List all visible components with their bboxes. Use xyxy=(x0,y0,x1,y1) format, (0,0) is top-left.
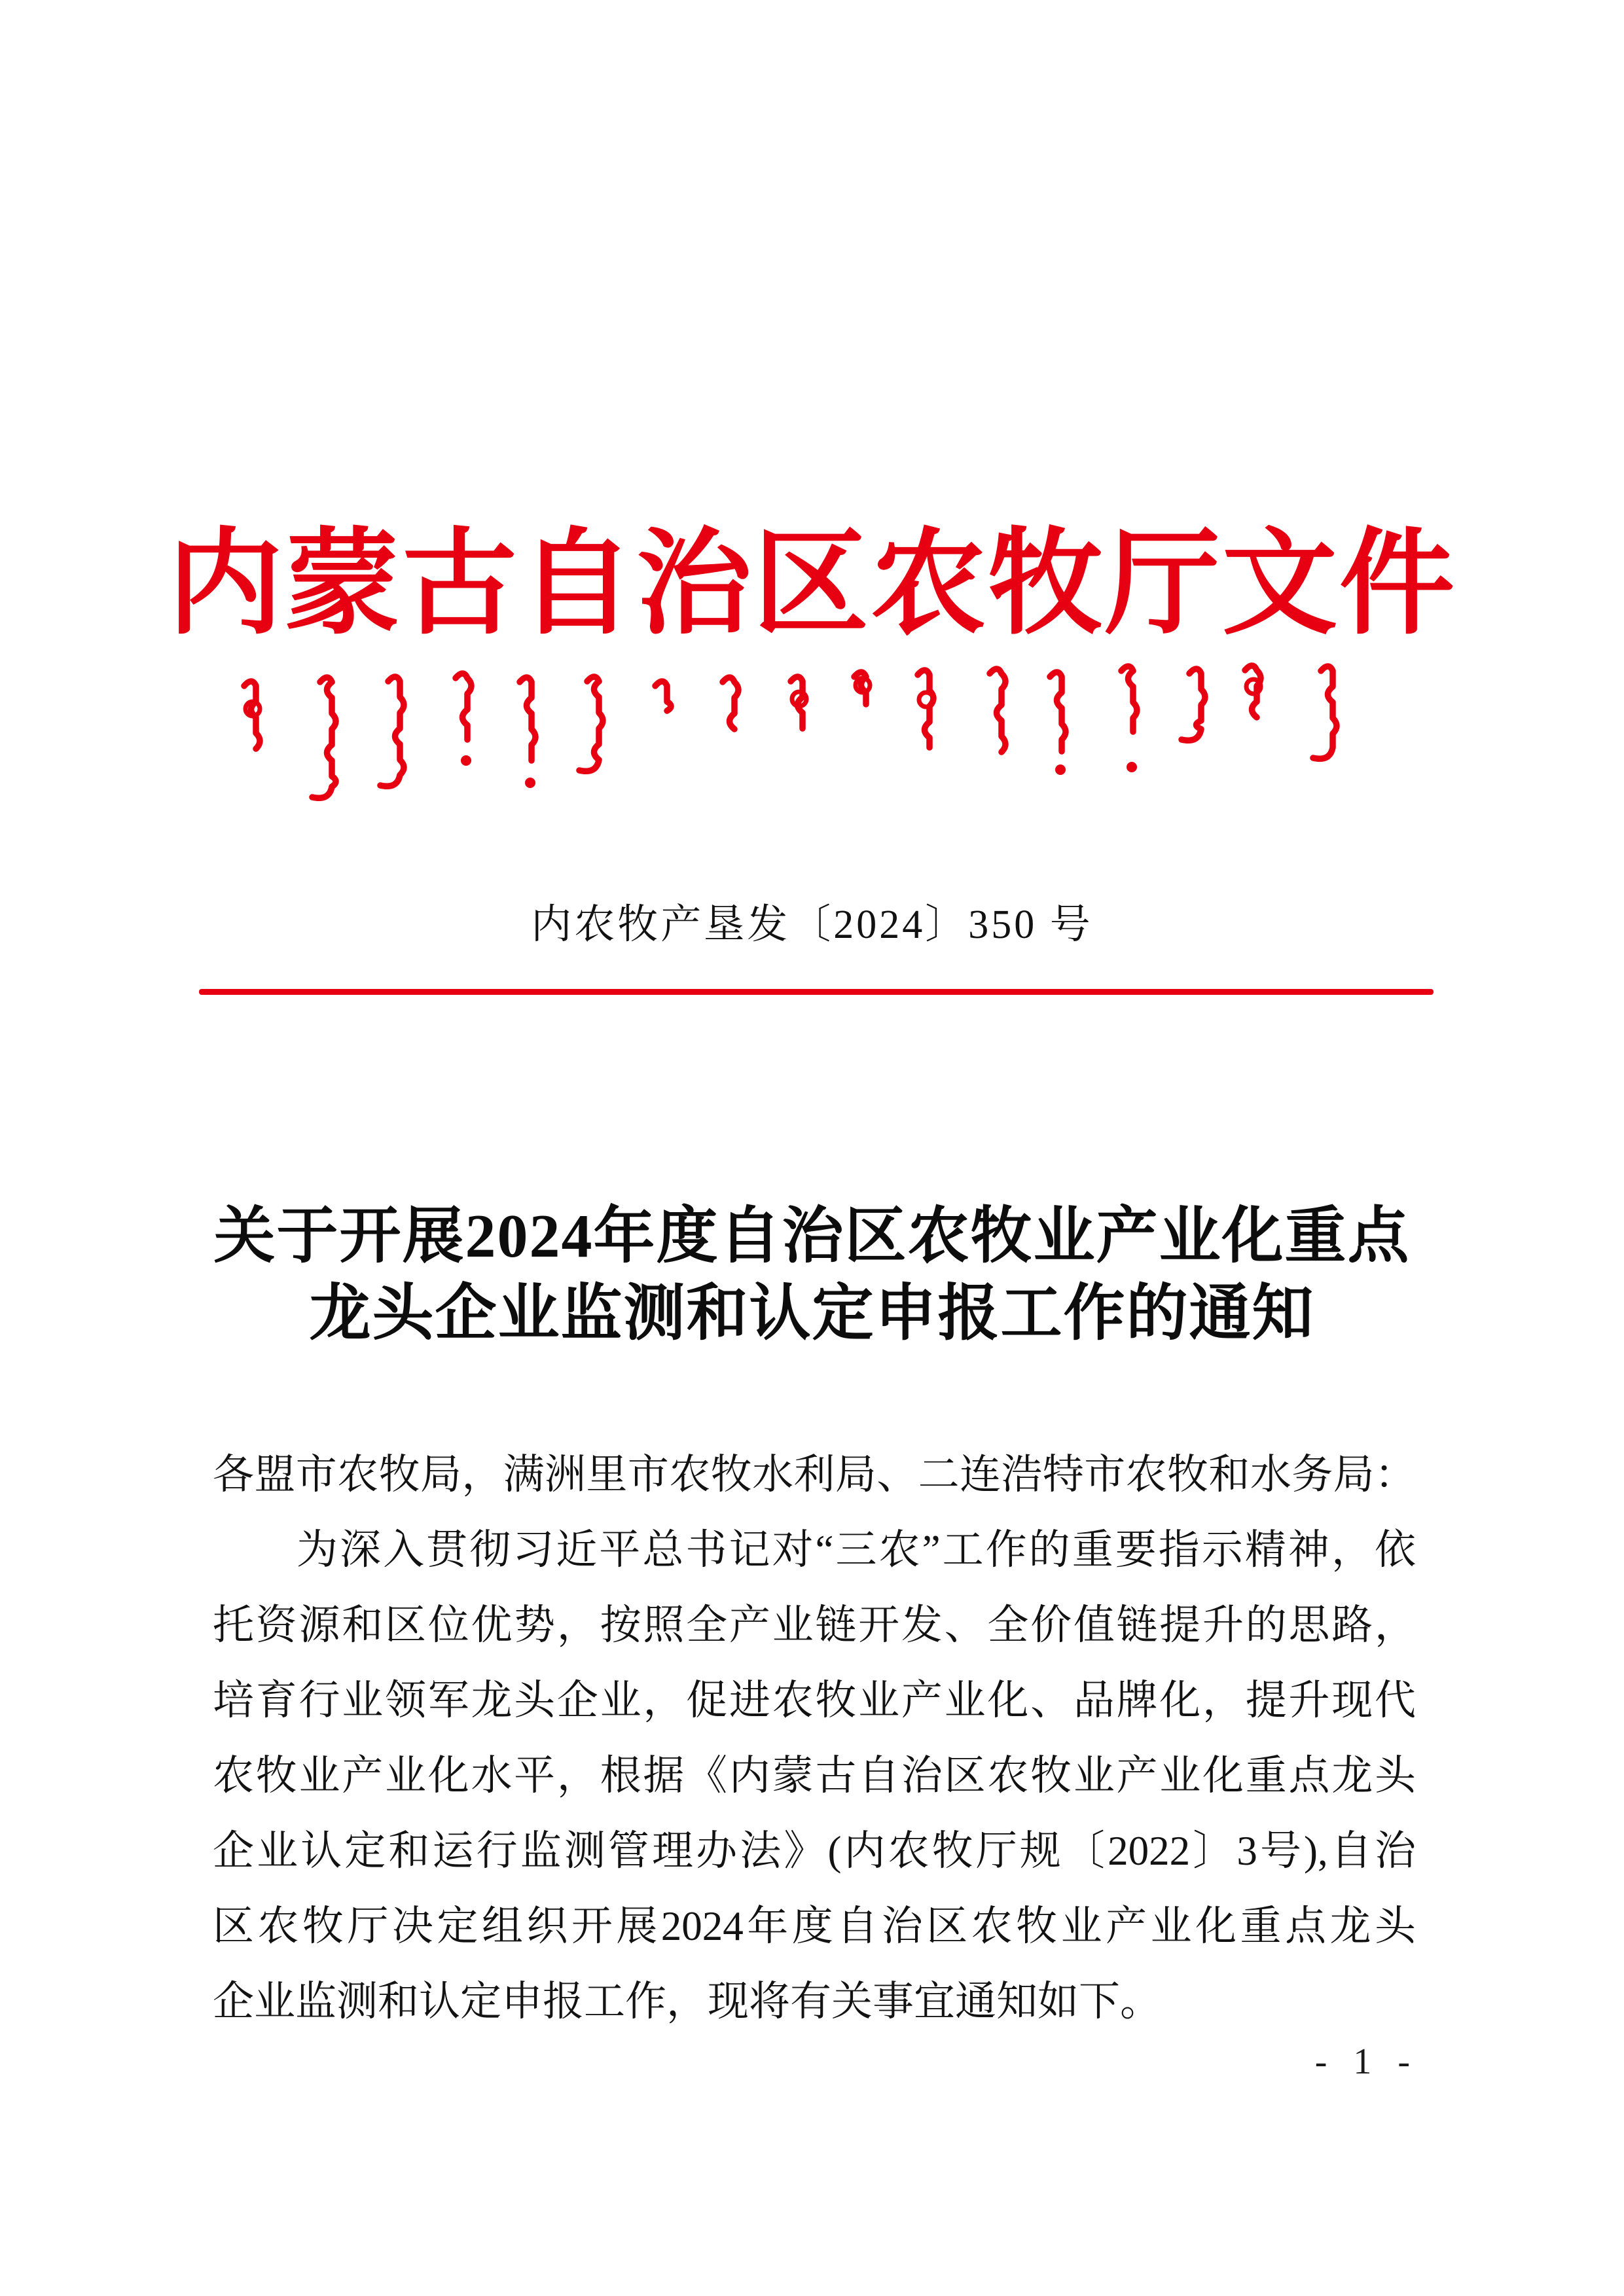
page-number: - 1 - xyxy=(1314,2041,1414,2082)
body-line: 为深入贯彻习近平总书记对“三农”工作的重要指示精神，依 xyxy=(297,1527,1416,1573)
document-title xyxy=(0,1198,1624,1352)
red-divider-line xyxy=(199,989,1434,995)
document-title-line1: 关于开展2024年度自治区农牧业产业化重点 xyxy=(213,1202,1411,1270)
document-body xyxy=(213,1437,1416,2039)
body-line: 企业认定和运行监测管理办法》(内农牧厅规〔2022〕3号),自治 xyxy=(213,1828,1416,1874)
document-number: 内农牧产垦发〔2024〕350 号 xyxy=(531,903,1093,947)
body-salutation: 各盟市农牧局，满洲里市农牧水利局、二连浩特市农牧和水务局： xyxy=(213,1452,1416,1498)
body-line: 农牧业产业化水平，根据《内蒙古自治区农牧业产业化重点龙头 xyxy=(213,1753,1416,1799)
document-title-line2: 龙头企业监测和认定申报工作的通知 xyxy=(309,1280,1315,1348)
body-line: 培育行业领军龙头企业，促进农牧业产业化、品牌化，提升现代 xyxy=(213,1677,1416,1723)
letterhead-org-title: 内蒙古自治区农牧厅文件 xyxy=(167,521,1456,649)
body-line: 区农牧厅决定组织开展2024年度自治区农牧业产业化重点龙头 xyxy=(213,1903,1416,1949)
body-line: 托资源和区位优势，按照全产业链开发、全价值链提升的思路， xyxy=(213,1602,1416,1648)
body-line: 企业监测和认定申报工作，现将有关事宜通知如下。 xyxy=(213,1979,1161,2024)
